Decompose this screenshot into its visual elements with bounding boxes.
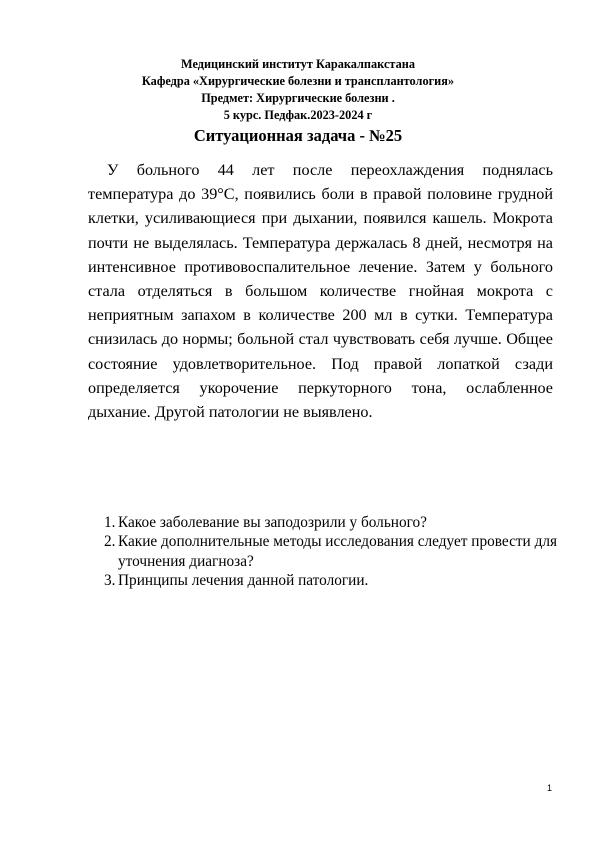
question-text: Какое заболевание вы заподозрили у больного?: [118, 514, 427, 531]
question-item: [104, 571, 564, 590]
document-header: [0, 56, 596, 146]
case-description: У больного 44 лет после переохлаждения поднялась температура до 39°C, появились боли в правой половине грудной клетки, усиливающиеся при дыхании, появился кашель. Мокрота почти не выделялась. Температура держалась 8 дней, несмотря на интенсивное противовоспалительное лечение. Затем у больного стала отделяться в большом количестве гнойная мокрота с неприятным запахом в количестве 200 мл в сутки. Температура снизилась до нормы; больной стал чувствовать себя лучше. Общее состояние удовлетворительное. Под правой лопаткой сзади определяется укорочение перкуторного тона, ослабленное дыхание. Другой патологии не выявлено.: [88, 161, 553, 422]
question-item: [104, 513, 564, 532]
question-text: Какие дополнительные методы исследования следует провести для уточнения диагноза?: [118, 533, 558, 570]
subject-line: Предмет: Хирургические болезни .: [201, 91, 395, 105]
course-line: 5 курс. Педфак.2023-2024 г: [223, 108, 373, 122]
question-text: Принципы лечения данной патологии.: [118, 571, 369, 589]
page-number: 1: [546, 783, 552, 793]
question-number: 1.: [104, 514, 116, 531]
questions-list: [104, 513, 564, 590]
department-name: Кафедра «Хирургические болезни и трансплантология»: [141, 74, 455, 88]
task-title: Ситуационная задача - №25: [193, 126, 403, 145]
institution-name: Медицинский институт Каракалпакстана: [181, 57, 415, 71]
question-item: [104, 532, 564, 571]
question-number: 3.: [104, 571, 116, 589]
question-number: 2.: [104, 533, 116, 551]
